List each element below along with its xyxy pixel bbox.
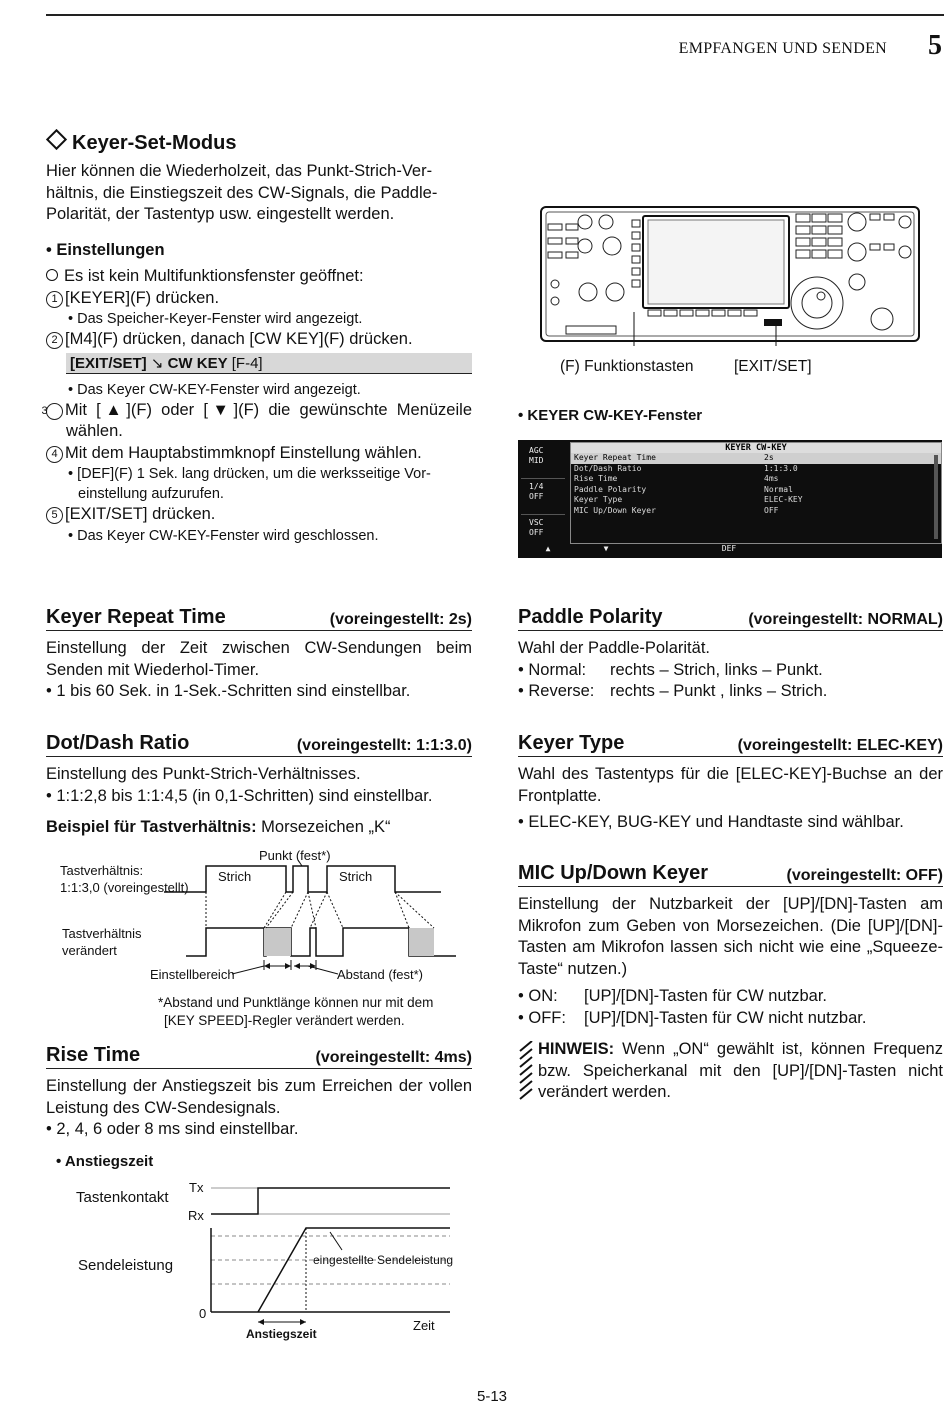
step-text: [M4](F) drücken, danach [CW KEY](F) drücken. bbox=[65, 330, 413, 348]
menu-item-value: OFF bbox=[764, 505, 779, 515]
exit-set-bar bbox=[66, 353, 472, 374]
zero-label: 0 bbox=[199, 1306, 207, 1321]
menu-item-value: ELEC-KEY bbox=[764, 495, 803, 504]
option-value: [UP]/[DN]-Tasten für CW nicht nutzbar. bbox=[584, 1008, 867, 1027]
step-4-note: • [DEF](F) 1 Sek. lang drücken, um die werksseitige Voreinstellung aufzurufen. bbox=[68, 466, 431, 502]
einstellbereich-label: Einstellbereich bbox=[150, 967, 235, 982]
sendeleistung-label: Sendeleistung bbox=[78, 1257, 174, 1274]
side-key-label: VSC bbox=[529, 518, 544, 527]
ratio-changed-label: Tastverhältnis bbox=[62, 926, 142, 941]
page-number: 5-13 bbox=[477, 1388, 508, 1405]
step-number: 1 bbox=[46, 291, 63, 308]
section-title: Paddle Polarity bbox=[518, 606, 663, 628]
keyer-type-bullet: • ELEC-KEY, BUG-KEY und Handtaste sind wählbar. bbox=[518, 813, 904, 831]
menu-item-name: Keyer Type bbox=[574, 495, 623, 504]
menu-panel bbox=[570, 442, 942, 544]
side-key-value: MID bbox=[529, 456, 544, 465]
rx-label: Rx bbox=[188, 1208, 204, 1223]
diamond-icon bbox=[46, 129, 67, 150]
side-key-label: 1/4 bbox=[529, 482, 544, 491]
hinweis-note bbox=[518, 1039, 943, 1104]
radio-front-panel bbox=[540, 206, 920, 342]
paddle-heading bbox=[518, 606, 943, 631]
step-number: 5 bbox=[46, 507, 63, 524]
zeit-label: Zeit bbox=[413, 1318, 435, 1333]
step-number: 2 bbox=[46, 332, 63, 349]
menu-scrollbar[interactable] bbox=[934, 455, 938, 539]
anstiegszeit-label: Anstiegszeit bbox=[246, 1327, 317, 1341]
step-2-note: • Das Keyer CW-KEY-Fenster wird angezeigt. bbox=[68, 381, 361, 398]
chapter-number: 5 bbox=[928, 30, 942, 61]
cw-key-label: CW KEY bbox=[167, 354, 228, 372]
option-value: [UP]/[DN]-Tasten für CW nutzbar. bbox=[584, 987, 827, 1005]
keyer-set-title-text: Keyer-Set-Modus bbox=[72, 132, 237, 154]
option-key: • Normal: bbox=[518, 660, 587, 679]
side-keys bbox=[521, 443, 565, 546]
up-fkey[interactable]: ▲ bbox=[545, 544, 551, 553]
hinweis-label: HINWEIS: bbox=[538, 1040, 615, 1058]
dot-dash-body: Einstellung des Punkt-Strich-Verhältnisses. bbox=[46, 765, 361, 783]
abstand-label: Abstand (fest*) bbox=[337, 967, 423, 982]
mic-opt-on bbox=[518, 986, 943, 1008]
step-3 bbox=[41, 400, 472, 443]
ratio-default-value: 1:1:3,0 (voreingestellt) bbox=[60, 880, 189, 895]
menu-item-value: 2s bbox=[764, 453, 774, 462]
menu-item-name: MIC Up/Down Keyer bbox=[574, 505, 656, 515]
footnote bbox=[158, 994, 433, 1030]
step-number: 4 bbox=[46, 446, 63, 463]
section-default: (voreingestellt: OFF) bbox=[786, 867, 943, 884]
rise-time-body: Einstellung der Anstiegszeit bis zum Erreichen der vollen Leistung des CW-Sendesignals. bbox=[46, 1077, 472, 1117]
hinweis-text bbox=[518, 1039, 943, 1104]
radio-illustration bbox=[540, 206, 920, 346]
section-default: (voreingestellt: ELEC-KEY) bbox=[737, 737, 943, 754]
repeat-time-heading bbox=[46, 606, 472, 631]
down-fkey[interactable]: ▼ bbox=[603, 544, 609, 553]
settings-condition bbox=[46, 266, 472, 288]
rise-time-bullet: • 2, 4, 6 oder 8 ms sind einstellbar. bbox=[46, 1120, 299, 1138]
menu-item-name: Paddle Polarity bbox=[574, 484, 647, 494]
header-rule bbox=[46, 14, 944, 16]
step-2 bbox=[46, 329, 472, 351]
option-key: • ON: bbox=[518, 987, 558, 1005]
mic-updown-body: Einstellung der Nutzbarkeit der [UP]/[DN]-Tasten am Mikrofon zum Geben von Morsezeichen. (Die [UP]/[DN]-Tasten am Mikrofon lassen sich nicht wie eine „Squeeze-Taste“ nutzen.) bbox=[518, 895, 943, 978]
strich-label-1: Strich bbox=[218, 869, 252, 884]
footnote-line-2: [KEY SPEED]-Regler verändert werden. bbox=[164, 1013, 405, 1028]
section-title: MIC Up/Down Keyer bbox=[518, 862, 709, 884]
step-number: 3 bbox=[46, 403, 63, 420]
menu-item-value: 4ms bbox=[764, 474, 779, 483]
menu-row[interactable] bbox=[571, 485, 941, 496]
option-key: • OFF: bbox=[518, 1008, 566, 1027]
menu-title: KEYER CW-KEY bbox=[571, 443, 941, 453]
rise-time-section bbox=[46, 1044, 472, 1172]
menu-item-value: Normal bbox=[764, 484, 793, 494]
exit-set-key: [EXIT/SET] bbox=[70, 354, 147, 372]
function-keys-label: (F) Funktionstasten bbox=[560, 358, 694, 375]
side-key-value: OFF bbox=[529, 528, 544, 537]
menu-item-value: 1:1:3.0 bbox=[764, 463, 798, 473]
section-title: Keyer Type bbox=[518, 732, 625, 754]
repeat-time-section bbox=[46, 606, 472, 703]
example-text: Morsezeichen „K“ bbox=[256, 818, 391, 836]
repeat-time-body: Einstellung der Zeit zwischen CW-Sendungen beim Senden mit Wiederhol-Timer. bbox=[46, 639, 472, 679]
option-key: • Reverse: bbox=[518, 682, 595, 700]
keyer-window-caption: • KEYER CW-KEY-Fenster bbox=[518, 407, 703, 424]
option-value: rechts – Punkt , links – Strich. bbox=[610, 682, 828, 700]
mic-updown-section bbox=[518, 862, 943, 1104]
keyer-type-heading bbox=[518, 732, 943, 757]
side-key-nb[interactable] bbox=[521, 479, 565, 515]
menu-row[interactable] bbox=[571, 474, 941, 485]
dot-dash-heading bbox=[46, 732, 472, 757]
dot-dash-diagram bbox=[46, 842, 472, 1032]
keyer-set-section bbox=[41, 132, 472, 546]
side-key-value: OFF bbox=[529, 492, 544, 501]
punkt-label: Punkt (fest*) bbox=[259, 848, 331, 863]
menu-row[interactable] bbox=[571, 506, 941, 517]
paddle-opt-normal bbox=[518, 660, 943, 682]
menu-item-name: Dot/Dash Ratio bbox=[574, 463, 642, 473]
paddle-section bbox=[518, 606, 943, 703]
footnote-line-1: *Abstand und Punktlänge können nur mit dem bbox=[158, 995, 434, 1010]
menu-row[interactable] bbox=[571, 495, 941, 506]
step-5-note: • Das Keyer CW-KEY-Fenster wird geschlossen. bbox=[68, 527, 379, 544]
section-default: (voreingestellt: NORMAL) bbox=[748, 611, 943, 628]
step-text: Mit [▲](F) oder [▼](F) die gewünschte Menüzeile wählen. bbox=[65, 400, 472, 440]
step-text: Mit dem Hauptabstimmknopf Einstellung wählen. bbox=[65, 443, 422, 462]
section-title: Keyer Repeat Time bbox=[46, 606, 226, 628]
tastenkontakt-label: Tastenkontakt bbox=[76, 1189, 169, 1206]
note-icon bbox=[518, 1041, 536, 1103]
f4-label: [F-4] bbox=[227, 354, 263, 372]
side-key-agc[interactable] bbox=[521, 443, 565, 479]
timing-diagram bbox=[46, 842, 472, 992]
ratio-changed-value: verändert bbox=[62, 943, 117, 958]
strich-label-2: Strich bbox=[339, 869, 373, 884]
section-default: (voreingestellt: 4ms) bbox=[315, 1049, 472, 1066]
step-1-note: • Das Speicher-Keyer-Fenster wird angezeigt. bbox=[68, 311, 363, 327]
section-default: (voreingestellt: 1:1:3.0) bbox=[296, 737, 472, 754]
step-5 bbox=[46, 504, 472, 526]
rise-time-chart bbox=[46, 1176, 472, 1346]
keyer-set-title bbox=[46, 132, 472, 155]
keyer-cw-key-window bbox=[518, 440, 942, 558]
menu-item-name: Keyer Repeat Time bbox=[574, 453, 656, 462]
def-fkey[interactable]: DEF bbox=[721, 544, 737, 553]
side-key-label: AGC bbox=[529, 446, 544, 455]
circle-icon bbox=[46, 269, 58, 281]
menu-row[interactable] bbox=[571, 453, 941, 464]
repeat-time-bullet: • 1 bis 60 Sek. in 1-Sek.-Schritten sind einstellbar. bbox=[46, 682, 411, 700]
paddle-opt-reverse bbox=[518, 681, 943, 703]
settings-heading: • Einstellungen bbox=[46, 240, 165, 259]
keyer-type-section bbox=[518, 732, 943, 834]
dot-dash-bullet: • 1:1:2,8 bis 1:1:4,5 (in 0,1-Schritten) sind einstellbar. bbox=[46, 786, 433, 805]
section-default: (voreingestellt: 2s) bbox=[329, 611, 472, 628]
example-label: Beispiel für Tastverhältnis: bbox=[46, 818, 257, 836]
keyer-type-body: Wahl des Tastentyps für die [ELEC-KEY]-Buchse an der Frontplatte. bbox=[518, 765, 943, 805]
step-text: [EXIT/SET] drücken. bbox=[65, 505, 216, 523]
step-text: [KEYER](F) drücken. bbox=[65, 288, 220, 307]
tx-label: Tx bbox=[189, 1180, 204, 1195]
step-1 bbox=[46, 288, 472, 310]
dot-dash-example bbox=[46, 817, 472, 839]
arrow-icon: ↘ bbox=[146, 354, 168, 372]
menu-item-name: Rise Time bbox=[574, 474, 618, 483]
option-value: rechts – Strich, links – Punkt. bbox=[610, 660, 823, 679]
rise-time-diagram bbox=[46, 1176, 472, 1346]
mic-updown-heading bbox=[518, 862, 943, 887]
step-4 bbox=[46, 443, 472, 465]
section-title: Dot/Dash Ratio bbox=[46, 732, 190, 754]
rise-time-subhead: • Anstiegszeit bbox=[56, 1152, 154, 1170]
hinweis-body: Wenn „ON“ gewählt ist, können Frequenz bzw. Speicherkanal mit den [UP]/[DN]-Tasten nicht verändert werden. bbox=[538, 1040, 943, 1101]
chapter-title: EMPFANGEN UND SENDEN bbox=[678, 40, 887, 57]
section-title: Rise Time bbox=[46, 1044, 141, 1066]
dot-dash-section bbox=[46, 732, 472, 839]
eingestellte-label: eingestellte Sendeleistung bbox=[313, 1253, 454, 1267]
rise-time-heading bbox=[46, 1044, 472, 1069]
mic-opt-off bbox=[518, 1008, 943, 1030]
paddle-body: Wahl der Paddle-Polarität. bbox=[518, 639, 710, 657]
condition-text: Es ist kein Multifunktionsfenster geöffnet: bbox=[64, 267, 364, 285]
ratio-default-label: Tastverhältnis: bbox=[60, 863, 144, 878]
exit-set-label: [EXIT/SET] bbox=[734, 358, 812, 375]
menu-row[interactable] bbox=[571, 464, 941, 475]
keyer-set-intro: Hier können die Wiederholzeit, das Punkt-Strich-Verhältnis, die Einstiegszeit des CW-Signals, die Paddle-Polarität, der Tastentyp usw. eingestellt werden. bbox=[46, 162, 438, 223]
